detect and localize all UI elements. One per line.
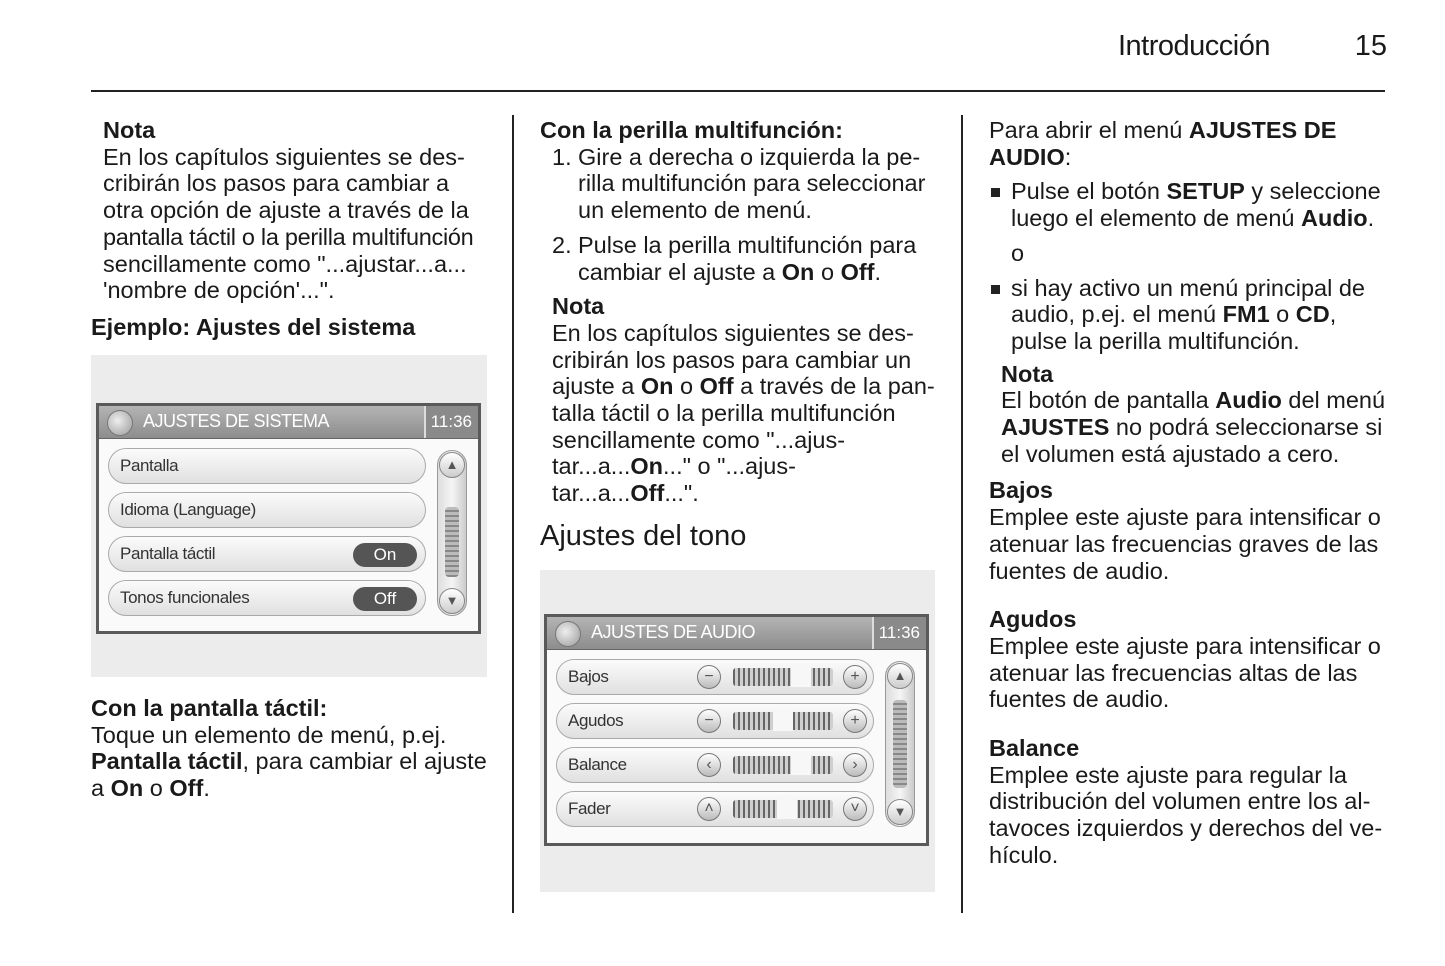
intro-line [989,144,1389,171]
slider-marker[interactable] [791,755,811,775]
bold-term: Off [169,775,204,802]
step-number: 1. [552,143,572,170]
scroll-thumb[interactable] [445,507,459,577]
note-block-2 [540,293,945,507]
text: tar...a... [552,480,631,507]
scroll-thumb[interactable] [893,700,907,788]
text: Pulse el botón [1011,178,1167,205]
audio-row-label: Fader [568,799,611,818]
text: ajuste a [552,373,641,400]
scroll-up-icon[interactable]: ▲ [887,663,913,689]
bold-term: Off [699,373,734,400]
column-divider-2 [961,115,963,913]
settings-icon [107,410,133,436]
balance-line: distribución del volumen entre los al- [989,788,1371,815]
bold-term: On [781,258,815,285]
bullet-line [1011,301,1389,328]
audio-row-label: Bajos [568,667,609,686]
minus-icon[interactable]: − [697,665,721,689]
bajos-section [989,477,1389,584]
text: o [673,373,700,400]
fader-slider[interactable] [733,800,833,818]
page-number: 15 [1354,30,1387,62]
note-line [552,453,945,480]
steps-list [540,144,945,286]
square-bullet-icon [991,285,1000,294]
scrollbar[interactable] [885,661,915,827]
note-block-3 [989,361,1389,468]
text: Para abrir el menú [989,117,1189,143]
text: tar...a... [552,453,631,480]
screen-title: AJUSTES DE SISTEMA [143,411,330,431]
agudos-line: atenuar las frecuencias altas de las [989,659,1358,686]
step-1 [540,144,945,224]
balance-line: tavoces izquierdos y derechos del ve- [989,815,1383,842]
note-line: otra opción de ajuste a través de la [103,197,469,224]
intro-line [989,117,1389,144]
balance-heading: Balance [989,735,1080,762]
bajos-heading: Bajos [989,477,1053,504]
fader-control [697,797,867,823]
step-line [578,259,945,286]
scroll-up-icon[interactable]: ▲ [439,452,465,478]
column-divider-1 [512,115,514,913]
clock: 11:36 [872,617,926,649]
bold-term: Audio [1215,387,1282,414]
text: o [143,775,170,802]
balance-section [989,735,1389,869]
slider-marker[interactable] [791,667,811,687]
bullet-line [1011,178,1389,205]
bold-term: SETUP [1166,178,1245,205]
audio-icon [555,621,581,647]
note-line: pantalla táctil o la perilla multifunción [103,223,474,250]
toggle-off[interactable]: Off [353,587,417,611]
text: . [874,258,882,285]
text: y seleccione [1244,178,1381,205]
screen-titlebar [99,406,478,439]
bullet-line: si hay activo un menú principal de [1011,274,1366,301]
bold-term: Pantalla táctil [91,748,243,775]
text: o [814,258,841,285]
text: luego el elemento de menú [1011,205,1302,232]
bold-term: CD [1295,301,1330,328]
menu-item-tonos-funcionales[interactable] [108,580,426,616]
section-title: Introducción [1118,30,1270,62]
balance-control [697,753,867,779]
touch-block [91,695,501,802]
bajos-control [697,665,867,691]
column-1 [91,117,501,341]
note-line: cribirán los pasos para cambiar a [103,170,450,197]
step-number: 2. [552,231,572,258]
column-2 [540,117,945,553]
text: del menú [1281,387,1386,414]
text: o [1269,301,1296,328]
scroll-down-icon[interactable]: ▼ [439,588,465,614]
slider-marker[interactable] [773,711,793,731]
audio-row-label: Balance [568,755,627,774]
menu-item-label: Idioma (Language) [120,500,256,519]
note-line: En los capítulos siguientes se des- [103,143,465,170]
bullet-list [989,178,1389,354]
chevron-down-icon[interactable]: ˅ [843,797,867,821]
text: cambiar el ajuste a [578,258,782,285]
example-heading: Ejemplo: Ajustes del sistema [91,313,416,340]
balance-line: hículo. [989,841,1059,868]
scroll-down-icon[interactable]: ▼ [887,799,913,825]
toggle-on[interactable]: On [353,543,417,567]
bajos-line: atenuar las frecuencias graves de las [989,530,1379,557]
agudos-section [989,606,1389,713]
balance-line: Emplee este ajuste para regular la [989,761,1347,788]
text: a través de la pan- [733,373,935,400]
bold-term: On [640,373,674,400]
touch-line: Toque un elemento de menú, p.ej. [91,721,447,748]
menu-item-label: Pantalla táctil [120,544,216,563]
bajos-slider[interactable] [733,668,833,686]
step-line: Gire a derecha o izquierda la pe- [578,143,921,170]
text: . [1367,205,1375,232]
note-line: cribirán los pasos para cambiar un [552,346,912,373]
bajos-line: Emplee este ajuste para intensificar o [989,504,1381,531]
note-title: Nota [552,293,605,320]
agudos-heading: Agudos [989,606,1077,633]
touch-line [91,748,501,775]
text: . [203,775,210,802]
agudos-line: fuentes de audio. [989,686,1170,713]
step-line: un elemento de menú. [578,197,812,224]
bold-term: FM1 [1222,301,1270,328]
square-bullet-icon [991,188,1000,197]
bold-term: Audio [1301,205,1368,232]
bold-term: Off [630,480,665,507]
text: , [1329,301,1337,328]
menu-item-pantalla-tactil[interactable] [108,536,426,572]
agudos-line: Emplee este ajuste para intensificar o [989,632,1381,659]
menu-item-idioma[interactable] [108,492,426,528]
plus-icon[interactable]: + [843,709,867,733]
bold-term: AJUSTES DE [1188,117,1337,143]
note-block-1 [91,117,501,304]
text: ..." o "...ajus- [663,453,796,480]
bold-term: AUDIO [989,143,1065,170]
slider-marker[interactable] [777,799,797,819]
audio-row-label: Agudos [568,711,624,730]
step-line: rilla multifunción para seleccionar [578,170,926,197]
header-rule [91,90,1385,92]
audio-settings-screen [544,614,929,846]
bold-term: AJUSTES [1001,414,1110,441]
note-line: sencillamente como "...ajustar...a... [103,250,467,277]
plus-icon[interactable]: + [843,665,867,689]
text: , para cambiar el ajuste [242,748,487,775]
menu-item-label: Pantalla [120,456,179,475]
touch-heading: Con la pantalla táctil: [91,695,328,721]
balance-slider[interactable] [733,756,833,774]
screen-title: AJUSTES DE AUDIO [591,622,756,642]
note-title: Nota [1001,360,1054,387]
clock: 11:36 [424,406,478,438]
tone-heading: Ajustes del tono [540,519,747,552]
screen-titlebar [547,617,926,650]
note-line: En los capítulos siguientes se des- [552,319,914,346]
bullet-item [989,275,1389,355]
bullet-line: pulse la perilla multifunción. [1011,327,1300,354]
bold-term: On [110,775,144,802]
agudos-slider[interactable] [733,712,833,730]
agudos-control [697,709,867,735]
scrollbar[interactable] [437,450,467,616]
system-settings-screen [96,403,481,634]
audio-row-balance [556,747,874,783]
menu-item-pantalla[interactable] [108,448,426,484]
audio-row-agudos [556,703,874,739]
note-line: sencillamente como "...ajus- [552,426,846,453]
text: : [1064,143,1072,170]
note-title: Nota [103,117,156,143]
minus-icon[interactable]: − [697,709,721,733]
note-line: 'nombre de opción'...". [103,277,335,304]
bullet-item [989,178,1389,266]
note-line: talla táctil o la perilla multifunción [552,400,896,427]
step-line: Pulse la perilla multifunción para [578,231,917,258]
text: audio, p.ej. el menú [1011,301,1223,328]
note-line [552,480,945,507]
text: ...". [664,480,699,507]
knob-heading: Con la perilla multifunción: [540,117,843,143]
step-2 [540,232,945,285]
text: El botón de pantalla [1001,387,1216,414]
bold-term: On [630,453,664,480]
note-line: el volumen está ajustado a cero. [1001,440,1340,467]
note-line [1001,414,1389,441]
note-line [552,373,945,400]
chevron-left-icon[interactable]: ‹ [697,753,721,777]
bullet-line [1011,205,1389,232]
touch-line [91,775,501,802]
bajos-line: fuentes de audio. [989,557,1170,584]
or-line: o [1011,239,1025,266]
chevron-up-icon[interactable]: ˄ [697,797,721,821]
note-line [1001,387,1389,414]
column-3 [989,117,1389,869]
text: a [91,775,111,802]
audio-row-fader [556,791,874,827]
text: no podrá seleccionarse si [1109,414,1383,441]
menu-item-label: Tonos funcionales [120,588,250,607]
bold-term: Off [840,258,875,285]
audio-row-bajos [556,659,874,695]
chevron-right-icon[interactable]: › [843,753,867,777]
